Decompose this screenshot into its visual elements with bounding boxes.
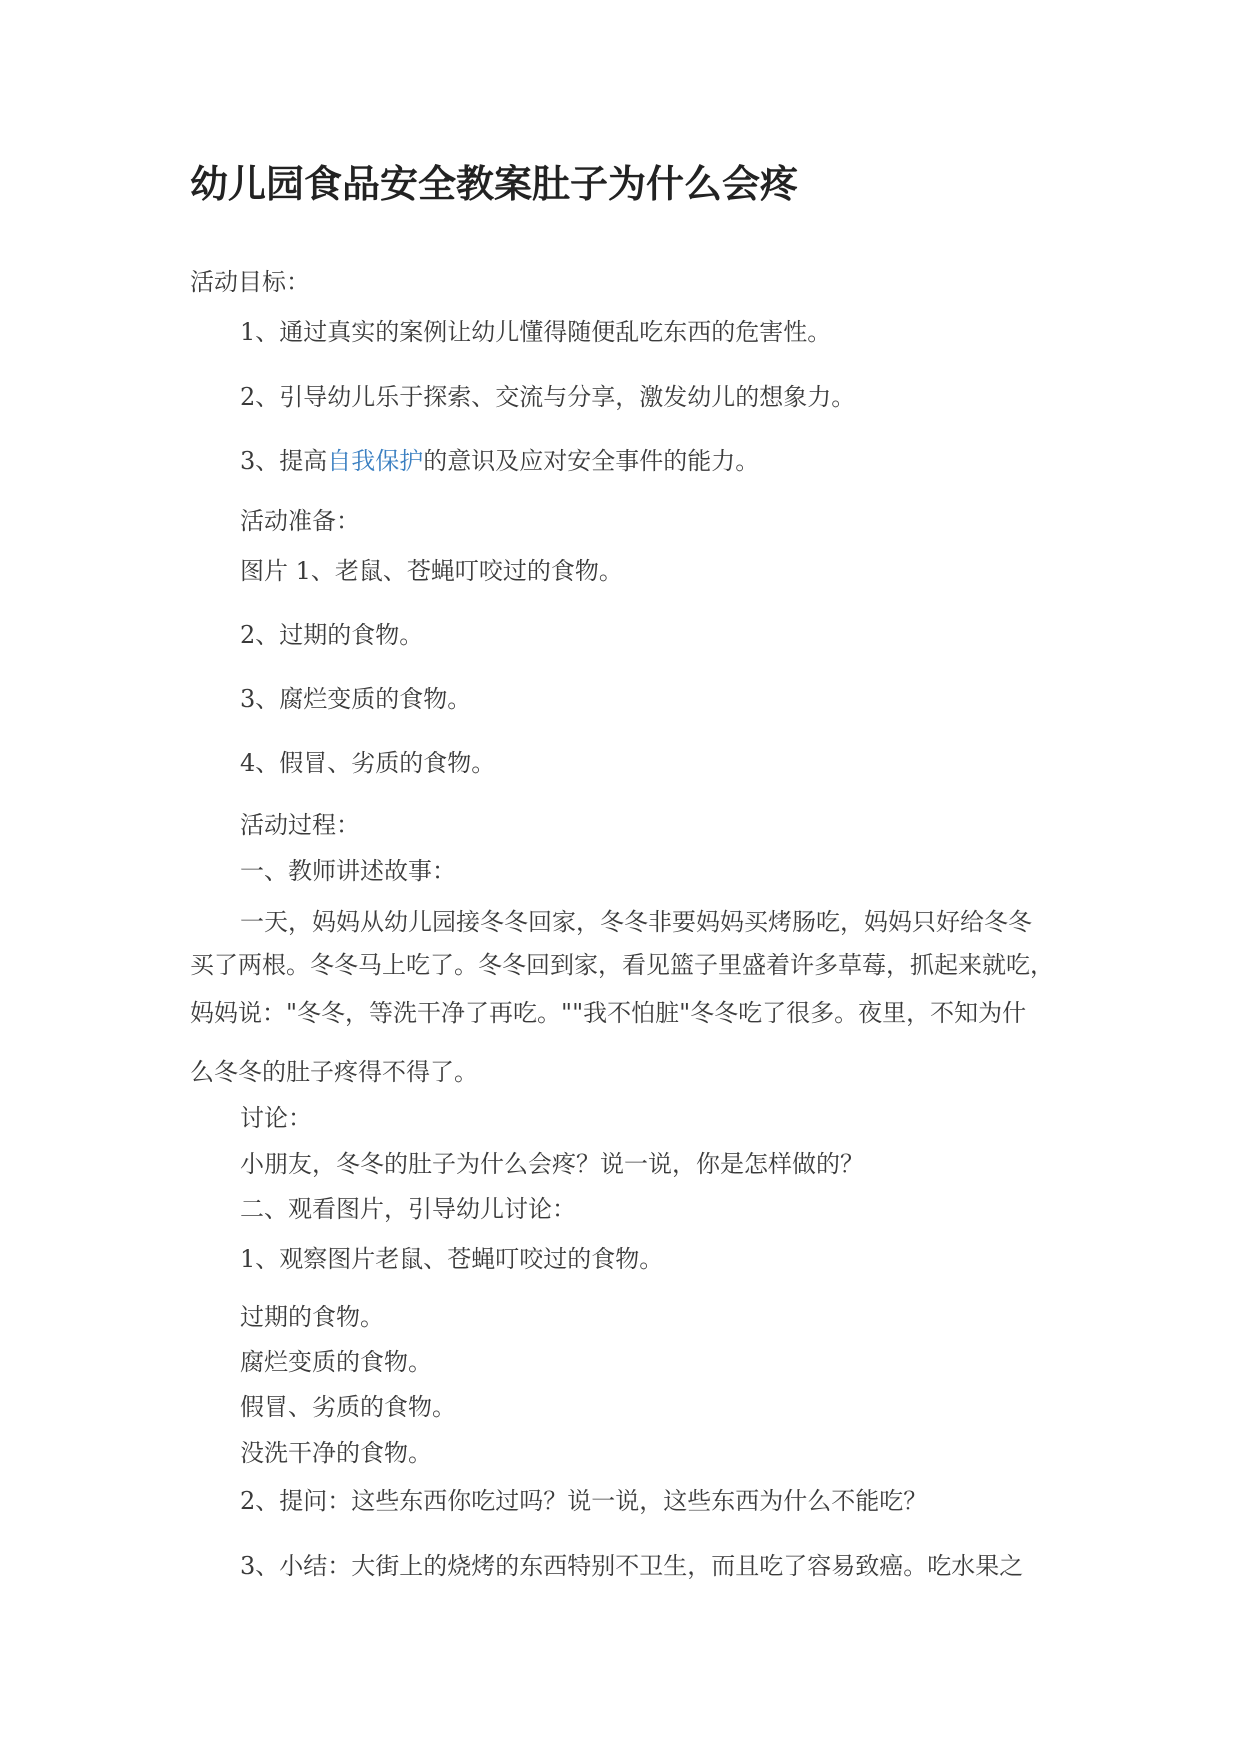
observe-item-5: 没洗干净的食物。 bbox=[240, 1439, 432, 1467]
goal-item-3 bbox=[240, 444, 759, 478]
observe-item-4: 假冒、劣质的食物。 bbox=[240, 1393, 456, 1421]
goal-item-2: 2、引导幼儿乐于探索、交流与分享，激发幼儿的想象力。 bbox=[240, 383, 856, 411]
step-1-heading: 一、教师讲述故事： bbox=[240, 857, 456, 885]
observe-item-1: 1、观察图片老鼠、苍蝇叮咬过的食物。 bbox=[240, 1245, 664, 1273]
self-protection-link[interactable]: 自我保护 bbox=[327, 447, 424, 475]
observe-item-2: 过期的食物。 bbox=[240, 1303, 384, 1331]
process-heading: 活动过程： bbox=[240, 811, 360, 839]
prep-item-1: 图片 1、老鼠、苍蝇叮咬过的食物。 bbox=[240, 557, 623, 585]
observe-item-3: 腐烂变质的食物。 bbox=[240, 1348, 432, 1376]
prep-item-4: 4、假冒、劣质的食物。 bbox=[240, 749, 496, 777]
prep-item-2: 2、过期的食物。 bbox=[240, 621, 424, 649]
prep-heading: 活动准备： bbox=[240, 507, 360, 535]
story-line: 买了两根。冬冬马上吃了。冬冬回到家，看见篮子里盛着许多草莓，抓起来就吃， bbox=[190, 951, 1054, 979]
prep-item-3: 3、腐烂变质的食物。 bbox=[240, 685, 472, 713]
summary-item-3: 3、小结：大街上的烧烤的东西特别不卫生，而且吃了容易致癌。吃水果之 bbox=[240, 1552, 1024, 1580]
goal-3-suffix: 的意识及应对安全事件的能力。 bbox=[423, 447, 760, 475]
discuss-heading: 讨论： bbox=[240, 1104, 312, 1132]
story-line: 妈妈说："冬冬，等洗干净了再吃。""我不怕脏"冬冬吃了很多。夜里，不知为什 bbox=[190, 999, 1027, 1027]
story-line: 么冬冬的肚子疼得不得了。 bbox=[190, 1058, 478, 1086]
question-item-2: 2、提问：这些东西你吃过吗？说一说，这些东西为什么不能吃？ bbox=[240, 1487, 928, 1515]
document-title: 幼儿园食品安全教案肚子为什么会疼 bbox=[190, 162, 799, 206]
story-line: 一天，妈妈从幼儿园接冬冬回家，冬冬非要妈妈买烤肠吃，妈妈只好给冬冬 bbox=[240, 908, 1032, 936]
goal-3-prefix: 3、提高 bbox=[240, 447, 328, 475]
discuss-question: 小朋友，冬冬的肚子为什么会疼？说一说，你是怎样做的？ bbox=[240, 1150, 864, 1178]
step-2-heading: 二、观看图片，引导幼儿讨论： bbox=[240, 1195, 576, 1223]
goals-heading: 活动目标： bbox=[190, 268, 310, 296]
goal-item-1: 1、通过真实的案例让幼儿懂得随便乱吃东西的危害性。 bbox=[240, 318, 832, 346]
